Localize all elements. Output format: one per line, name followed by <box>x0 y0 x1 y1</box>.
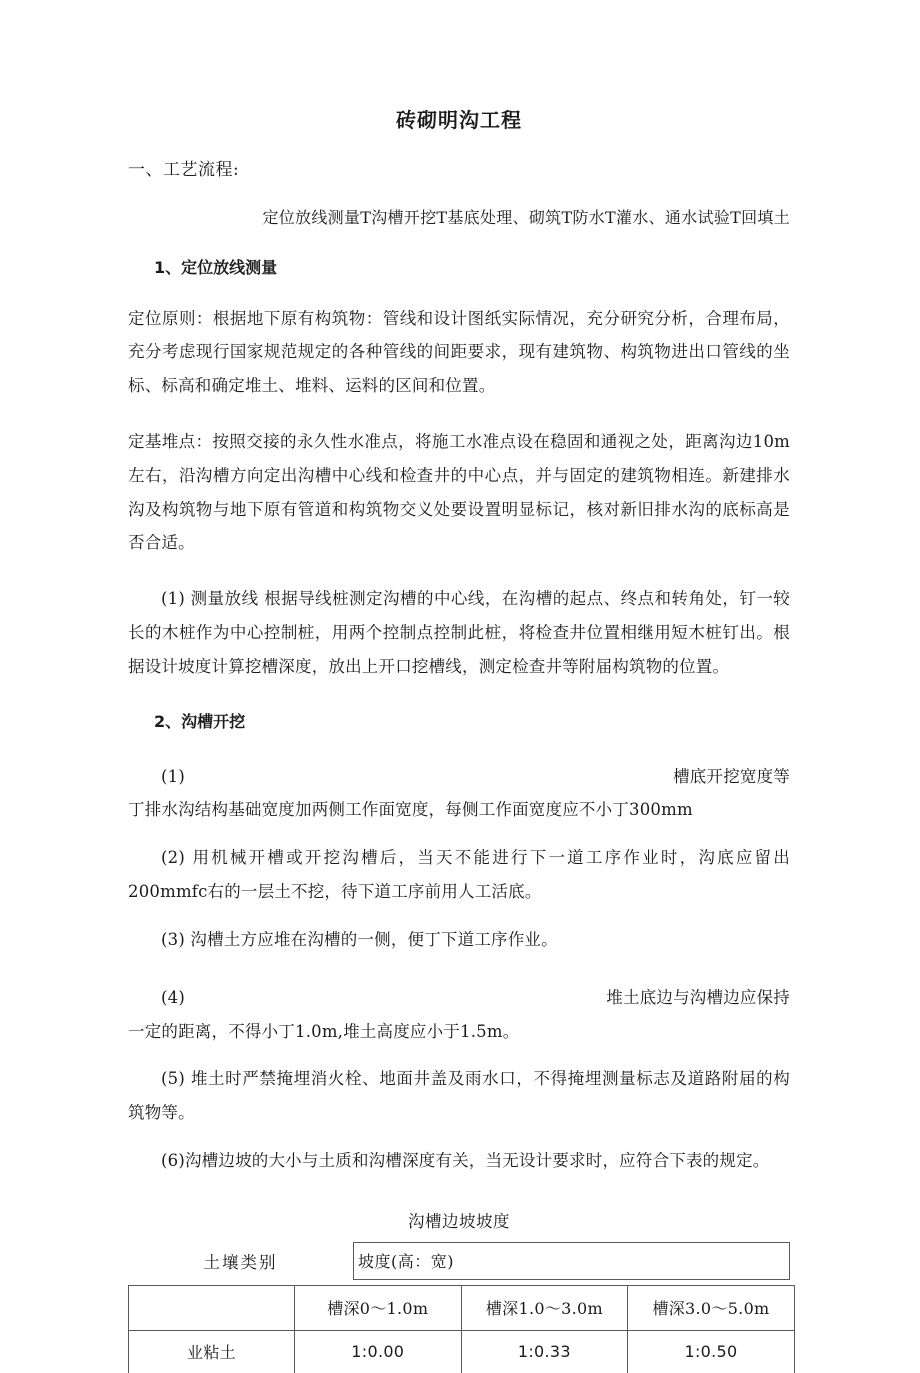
slope-ratio-box: 坡度(高：宽) <box>353 1242 790 1280</box>
table-row <box>129 1330 795 1373</box>
process-flow-line: 定位放线测量T沟槽开挖T基底处理、砌筑T防水T灌水、通水试验T回填土 <box>262 207 790 227</box>
subheading-positioning-survey: 1、定位放线测量 <box>154 257 278 277</box>
trench-item-4-gapline <box>128 981 790 1015</box>
row-0-soil: 业粘土 <box>129 1330 295 1373</box>
trench-item-1-tail: 槽底开挖宽度等 <box>673 766 790 786</box>
trench-item-1-continuation: 丁排水沟结构基础宽度加两侧工作面宽度，每侧工作面宽度应不小丁300mm <box>128 800 693 820</box>
slope-table <box>128 1285 795 1373</box>
row-0-value-1: 1:0.33 <box>461 1330 628 1373</box>
slope-table-header-row <box>128 1242 790 1280</box>
slope-table-wrapper <box>128 1242 790 1373</box>
table-caption: 沟槽边坡坡度 <box>408 1211 510 1231</box>
trench-item-4-marker: (4) <box>161 987 185 1007</box>
trench-item-6: (6)沟槽边坡的大小与土质和沟槽深度有关，当无设计要求时，应符合下表的规定。 <box>161 1150 770 1170</box>
trench-item-4-tail: 堆土底边与沟槽边应保持 <box>606 987 790 1007</box>
document-content <box>128 0 790 1373</box>
paragraph-base-point: 定基堆点：按照交接的永久性水准点，将施工水准点设在稳固和通视之处，距离沟边10m左右，沿沟槽方向定出沟槽中心线和检查井的中心点，并与固定的建筑物相连。新建排水沟及构筑物与地下原有管道和构筑物交义处要设置明显标记，核对新旧排水沟的底标高是否合适。 <box>128 431 790 553</box>
page-title: 砖砌明沟工程 <box>396 108 522 132</box>
depth-header-empty-cell <box>129 1285 295 1330</box>
depth-header-1: 槽深1.0～3.0m <box>461 1285 628 1330</box>
trench-item-3: (3) 沟槽土方应堆在沟槽的一侧，便丁下道工序作业。 <box>161 929 558 949</box>
trench-item-2: (2) 用机械开槽或开挖沟槽后，当天不能进行下一道工序作业时，沟底应留出200mmfc右的一层土不挖，待下道工序前用人工活底。 <box>128 848 790 902</box>
paragraph-positioning-principle: 定位原则：根据地下原有构筑物：管线和设计图纸实际情况，充分研究分析，合理布局，充分考虑现行国家规范规定的各种管线的间距要求，现有建筑物、构筑物进出口管线的坐标、标高和确定堆土、堆料、运料的区间和位置。 <box>128 308 790 396</box>
section-heading-process: 一、工艺流程: <box>128 160 240 180</box>
trench-item-5: (5) 堆土时严禁掩埋消火栓、地面井盖及雨水口，不得掩埋测量标志及道路附届的构筑物等。 <box>128 1069 790 1123</box>
row-0-value-0: 1:0.00 <box>295 1330 462 1373</box>
depth-header-2: 槽深3.0～5.0m <box>628 1285 795 1330</box>
subheading-trench-excavation: 2、沟槽开挖 <box>154 711 246 731</box>
trench-item-4-continuation: 一定的距离，不得小丁1.0m,堆土高度应小于1.5m。 <box>128 1021 520 1041</box>
soil-category-label: 土壤类别 <box>203 1252 278 1272</box>
trench-item-1-gapline <box>128 760 790 794</box>
paragraph-survey-setout: (1) 测量放线 根据导线桩测定沟槽的中心线，在沟槽的起点、终点和转角处，钉一较长的木桩作为中心控制桩，用两个控制点控制此桩，将检查井位置相继用短木桩钉出。根据设计坡度计算挖槽深度，放出上开口挖槽线，测定检查井等附届构筑物的位置。 <box>128 589 790 676</box>
row-0-value-2: 1:0.50 <box>628 1330 795 1373</box>
table-row-depth-headers <box>129 1285 795 1330</box>
trench-item-1-marker: (1) <box>161 766 185 786</box>
depth-header-0: 槽深0～1.0m <box>295 1285 462 1330</box>
